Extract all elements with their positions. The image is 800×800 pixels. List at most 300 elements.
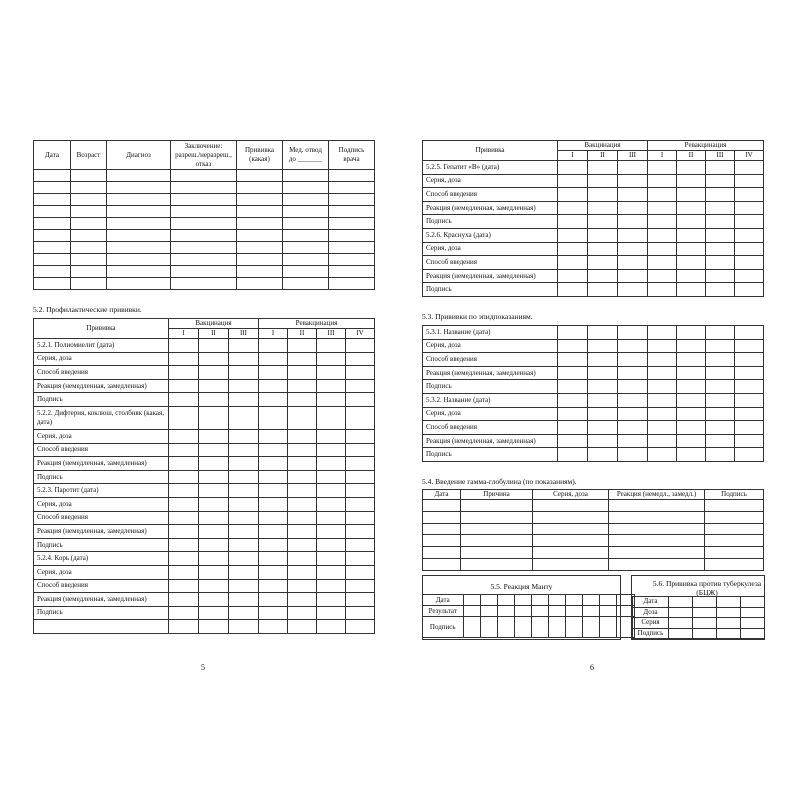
empty-cell bbox=[171, 206, 237, 218]
empty-cell bbox=[259, 406, 288, 429]
empty-cell bbox=[677, 434, 706, 448]
empty-cell bbox=[169, 620, 199, 634]
empty-cell bbox=[259, 366, 288, 380]
empty-cell bbox=[329, 266, 375, 278]
empty-cell bbox=[533, 523, 609, 535]
empty-cell bbox=[259, 393, 288, 407]
row-label: Серия, доза bbox=[423, 339, 558, 353]
table-row bbox=[34, 484, 375, 498]
table-row bbox=[423, 500, 764, 512]
empty-cell bbox=[533, 535, 609, 547]
empty-cell bbox=[618, 228, 648, 242]
table-row bbox=[423, 161, 764, 175]
vacc-numeral: II bbox=[588, 151, 618, 161]
empty-cell bbox=[480, 606, 497, 617]
row-label: Серия, доза bbox=[423, 174, 558, 188]
gamma-header-cell: Причина bbox=[461, 490, 533, 500]
page-number-right: 6 bbox=[590, 663, 594, 672]
empty-cell bbox=[288, 470, 317, 484]
empty-cell bbox=[609, 511, 705, 523]
table-row bbox=[34, 182, 375, 194]
empty-cell bbox=[329, 230, 375, 242]
table-row bbox=[34, 379, 375, 393]
empty-cell bbox=[648, 353, 677, 367]
empty-cell bbox=[423, 558, 461, 570]
table-row bbox=[423, 547, 764, 559]
empty-cell bbox=[558, 353, 588, 367]
empty-cell bbox=[169, 443, 199, 457]
empty-cell bbox=[717, 628, 741, 639]
empty-cell bbox=[461, 535, 533, 547]
row-label: 5.3.1. Название (дата) bbox=[423, 326, 558, 340]
empty-cell bbox=[706, 407, 735, 421]
empty-cell bbox=[677, 228, 706, 242]
empty-cell bbox=[288, 565, 317, 579]
empty-cell bbox=[588, 393, 618, 407]
table-row bbox=[34, 620, 375, 634]
empty-cell bbox=[705, 500, 764, 512]
empty-cell bbox=[317, 606, 346, 620]
empty-cell bbox=[582, 595, 599, 606]
empty-cell bbox=[329, 218, 375, 230]
empty-cell bbox=[514, 595, 531, 606]
gamma-header-cell: Подпись bbox=[705, 490, 764, 500]
empty-cell bbox=[558, 256, 588, 270]
bcg-row-label: Подпись bbox=[633, 628, 669, 639]
empty-cell bbox=[461, 500, 533, 512]
exam-table bbox=[33, 140, 375, 290]
table-row bbox=[423, 228, 764, 242]
empty-cell bbox=[346, 552, 375, 566]
empty-cell bbox=[283, 194, 329, 206]
empty-cell bbox=[288, 366, 317, 380]
row-label: Способ введения bbox=[34, 443, 169, 457]
empty-cell bbox=[423, 511, 461, 523]
empty-cell bbox=[588, 256, 618, 270]
table-row bbox=[423, 421, 764, 435]
table-row bbox=[34, 206, 375, 218]
empty-cell bbox=[346, 565, 375, 579]
exam-header-cell: Мед. отвод до _______ bbox=[283, 141, 329, 170]
mantoux-row-label: Подпись bbox=[423, 617, 463, 638]
empty-cell bbox=[706, 393, 735, 407]
empty-cell bbox=[199, 620, 229, 634]
empty-cell bbox=[171, 170, 237, 182]
empty-cell bbox=[169, 538, 199, 552]
empty-cell bbox=[677, 366, 706, 380]
empty-cell bbox=[705, 523, 764, 535]
row-label: 5.2.2. Дифтерия, коклюш, столбняк (какая, дата) bbox=[34, 406, 169, 429]
table-row bbox=[34, 565, 375, 579]
empty-cell bbox=[34, 194, 71, 206]
empty-cell bbox=[558, 339, 588, 353]
empty-cell bbox=[229, 579, 259, 593]
bcg-row-label: Дата bbox=[633, 597, 669, 608]
empty-cell bbox=[558, 407, 588, 421]
empty-cell bbox=[288, 538, 317, 552]
empty-cell bbox=[169, 352, 199, 366]
table-row bbox=[423, 353, 764, 367]
row-label: Реакция (немедленная, замедленная) bbox=[423, 366, 558, 380]
empty-cell bbox=[669, 618, 693, 629]
empty-cell bbox=[531, 617, 548, 638]
empty-cell bbox=[169, 497, 199, 511]
row-label: Способ введения bbox=[34, 366, 169, 380]
empty-cell bbox=[618, 188, 648, 202]
empty-cell bbox=[237, 230, 283, 242]
empty-cell bbox=[461, 558, 533, 570]
empty-cell bbox=[346, 352, 375, 366]
table-row bbox=[423, 201, 764, 215]
empty-cell bbox=[648, 269, 677, 283]
vacc-col-label: Прививка bbox=[34, 319, 169, 339]
empty-cell bbox=[317, 393, 346, 407]
row-label: 5.2.3. Паротит (дата) bbox=[34, 484, 169, 498]
revaccination-header: Ревакцинация bbox=[259, 319, 375, 329]
table-row bbox=[423, 523, 764, 535]
vaccination-header: Вакцинация bbox=[169, 319, 259, 329]
table-row bbox=[423, 326, 764, 340]
empty-cell bbox=[169, 565, 199, 579]
row-label: Серия, доза bbox=[34, 497, 169, 511]
empty-cell bbox=[717, 618, 741, 629]
empty-cell bbox=[199, 443, 229, 457]
empty-cell bbox=[283, 206, 329, 218]
revacc-numeral: II bbox=[288, 329, 317, 339]
empty-cell bbox=[423, 523, 461, 535]
empty-cell bbox=[34, 230, 71, 242]
empty-cell bbox=[741, 597, 765, 608]
table-row bbox=[34, 443, 375, 457]
empty-cell bbox=[71, 218, 107, 230]
empty-cell bbox=[677, 421, 706, 435]
table-row bbox=[34, 266, 375, 278]
empty-cell bbox=[288, 525, 317, 539]
empty-cell bbox=[229, 470, 259, 484]
vacc-numeral: I bbox=[169, 329, 199, 339]
vaccination-table-left bbox=[33, 318, 375, 634]
empty-cell bbox=[648, 339, 677, 353]
empty-cell bbox=[533, 558, 609, 570]
empty-cell bbox=[171, 194, 237, 206]
empty-cell bbox=[588, 407, 618, 421]
revacc-numeral: I bbox=[648, 151, 677, 161]
empty-cell bbox=[706, 215, 735, 229]
table-row bbox=[34, 579, 375, 593]
empty-cell bbox=[705, 547, 764, 559]
table-row bbox=[423, 174, 764, 188]
empty-cell bbox=[288, 406, 317, 429]
table-row bbox=[34, 470, 375, 484]
empty-cell bbox=[588, 174, 618, 188]
empty-cell bbox=[609, 523, 705, 535]
row-label: Серия, доза bbox=[34, 352, 169, 366]
empty-cell bbox=[648, 326, 677, 340]
table-row bbox=[34, 339, 375, 353]
empty-cell bbox=[588, 201, 618, 215]
empty-cell bbox=[558, 269, 588, 283]
empty-cell bbox=[609, 547, 705, 559]
empty-cell bbox=[618, 174, 648, 188]
empty-cell bbox=[618, 269, 648, 283]
table-row bbox=[423, 242, 764, 256]
empty-cell bbox=[288, 443, 317, 457]
empty-cell bbox=[735, 242, 764, 256]
empty-cell bbox=[648, 174, 677, 188]
gamma-header-cell: Дата bbox=[423, 490, 461, 500]
section-5-3-title: 5.3. Прививки по эпидпоказаниям. bbox=[422, 312, 533, 321]
empty-cell bbox=[618, 326, 648, 340]
bcg-title: 5.6. Прививка против туберкулеза (БЦЖ) bbox=[652, 579, 762, 597]
empty-cell bbox=[169, 406, 199, 429]
empty-cell bbox=[582, 606, 599, 617]
empty-cell bbox=[648, 421, 677, 435]
empty-cell bbox=[706, 339, 735, 353]
empty-cell bbox=[609, 558, 705, 570]
empty-cell bbox=[169, 593, 199, 607]
empty-cell bbox=[648, 228, 677, 242]
empty-cell bbox=[169, 429, 199, 443]
empty-cell bbox=[288, 593, 317, 607]
table-row bbox=[423, 407, 764, 421]
empty-cell bbox=[199, 379, 229, 393]
empty-cell bbox=[706, 380, 735, 394]
empty-cell bbox=[199, 470, 229, 484]
empty-cell bbox=[171, 182, 237, 194]
table-row bbox=[423, 339, 764, 353]
table-row bbox=[423, 595, 634, 606]
vaccination-header: Вакцинация bbox=[558, 141, 648, 151]
empty-cell bbox=[735, 283, 764, 297]
table-row bbox=[423, 558, 764, 570]
row-label: Серия, доза bbox=[423, 407, 558, 421]
mantoux-table bbox=[423, 594, 635, 638]
empty-cell bbox=[706, 326, 735, 340]
empty-cell bbox=[229, 538, 259, 552]
empty-cell bbox=[71, 242, 107, 254]
empty-cell bbox=[229, 429, 259, 443]
row-label: Серия, доза bbox=[34, 565, 169, 579]
empty-cell bbox=[706, 228, 735, 242]
empty-cell bbox=[588, 353, 618, 367]
empty-cell bbox=[329, 278, 375, 290]
empty-cell bbox=[346, 620, 375, 634]
empty-cell bbox=[229, 552, 259, 566]
empty-cell bbox=[288, 620, 317, 634]
empty-cell bbox=[735, 448, 764, 462]
empty-cell bbox=[533, 500, 609, 512]
empty-cell bbox=[588, 380, 618, 394]
empty-cell bbox=[677, 161, 706, 175]
empty-cell bbox=[558, 161, 588, 175]
empty-cell bbox=[199, 339, 229, 353]
empty-cell bbox=[588, 228, 618, 242]
table-row bbox=[34, 352, 375, 366]
table-row bbox=[633, 607, 765, 618]
empty-cell bbox=[618, 448, 648, 462]
empty-cell bbox=[558, 201, 588, 215]
bcg-box bbox=[631, 575, 765, 640]
empty-cell bbox=[588, 434, 618, 448]
row-label: Способ введения bbox=[423, 353, 558, 367]
empty-cell bbox=[237, 242, 283, 254]
empty-cell bbox=[480, 595, 497, 606]
row-label: Способ введения bbox=[423, 256, 558, 270]
empty-cell bbox=[199, 352, 229, 366]
table-row bbox=[34, 254, 375, 266]
empty-cell bbox=[735, 366, 764, 380]
empty-cell bbox=[346, 406, 375, 429]
empty-cell bbox=[169, 339, 199, 353]
empty-cell bbox=[259, 429, 288, 443]
empty-cell bbox=[229, 484, 259, 498]
table-row bbox=[423, 380, 764, 394]
empty-cell bbox=[34, 218, 71, 230]
empty-cell bbox=[677, 215, 706, 229]
empty-cell bbox=[107, 194, 171, 206]
empty-cell bbox=[706, 161, 735, 175]
empty-cell bbox=[497, 595, 514, 606]
empty-cell bbox=[346, 579, 375, 593]
empty-cell bbox=[229, 620, 259, 634]
table-row bbox=[34, 538, 375, 552]
exam-header-cell: Прививка (какая) bbox=[237, 141, 283, 170]
empty-cell bbox=[71, 182, 107, 194]
empty-cell bbox=[735, 228, 764, 242]
row-label: Реакция (немедленная, замедленная) bbox=[423, 269, 558, 283]
empty-cell bbox=[237, 278, 283, 290]
empty-cell bbox=[618, 161, 648, 175]
empty-cell bbox=[329, 242, 375, 254]
empty-cell bbox=[229, 406, 259, 429]
empty-cell bbox=[34, 242, 71, 254]
empty-cell bbox=[229, 606, 259, 620]
row-label: Подпись bbox=[423, 215, 558, 229]
empty-cell bbox=[346, 606, 375, 620]
empty-cell bbox=[599, 606, 616, 617]
revaccination-header: Ревакцинация bbox=[648, 141, 764, 151]
empty-cell bbox=[648, 380, 677, 394]
empty-cell bbox=[283, 230, 329, 242]
empty-cell bbox=[346, 443, 375, 457]
empty-cell bbox=[259, 538, 288, 552]
empty-cell bbox=[706, 448, 735, 462]
mantoux-title: 5.5. Реакция Манту bbox=[490, 582, 553, 591]
table-row bbox=[34, 278, 375, 290]
empty-cell bbox=[199, 538, 229, 552]
empty-cell bbox=[317, 484, 346, 498]
vacc-header-row bbox=[423, 141, 764, 151]
revacc-numeral: I bbox=[259, 329, 288, 339]
row-label bbox=[34, 620, 169, 634]
empty-cell bbox=[735, 421, 764, 435]
empty-cell bbox=[423, 535, 461, 547]
empty-cell bbox=[259, 443, 288, 457]
empty-cell bbox=[259, 470, 288, 484]
empty-cell bbox=[317, 352, 346, 366]
empty-cell bbox=[283, 170, 329, 182]
gamma-header-cell: Реакция (немедл., замедл.) bbox=[609, 490, 705, 500]
table-row bbox=[34, 406, 375, 429]
empty-cell bbox=[107, 278, 171, 290]
empty-cell bbox=[735, 174, 764, 188]
empty-cell bbox=[288, 497, 317, 511]
empty-cell bbox=[461, 523, 533, 535]
empty-cell bbox=[588, 188, 618, 202]
vacc-header-row bbox=[34, 319, 375, 329]
table-row bbox=[423, 366, 764, 380]
row-label: Способ введения bbox=[423, 188, 558, 202]
empty-cell bbox=[329, 194, 375, 206]
empty-cell bbox=[648, 448, 677, 462]
empty-cell bbox=[107, 254, 171, 266]
empty-cell bbox=[317, 579, 346, 593]
empty-cell bbox=[618, 434, 648, 448]
table-row bbox=[34, 606, 375, 620]
empty-cell bbox=[609, 500, 705, 512]
page-number-left: 5 bbox=[201, 663, 205, 672]
row-label: Подпись bbox=[34, 470, 169, 484]
empty-cell bbox=[346, 429, 375, 443]
empty-cell bbox=[169, 579, 199, 593]
empty-cell bbox=[229, 339, 259, 353]
empty-cell bbox=[171, 266, 237, 278]
empty-cell bbox=[705, 511, 764, 523]
empty-cell bbox=[71, 266, 107, 278]
empty-cell bbox=[558, 448, 588, 462]
empty-cell bbox=[237, 170, 283, 182]
empty-cell bbox=[329, 182, 375, 194]
empty-cell bbox=[693, 628, 717, 639]
empty-cell bbox=[677, 353, 706, 367]
row-label: 5.3.2. Название (дата) bbox=[423, 393, 558, 407]
empty-cell bbox=[329, 170, 375, 182]
empty-cell bbox=[171, 218, 237, 230]
empty-cell bbox=[648, 242, 677, 256]
empty-cell bbox=[199, 366, 229, 380]
empty-cell bbox=[199, 497, 229, 511]
empty-cell bbox=[288, 379, 317, 393]
empty-cell bbox=[259, 352, 288, 366]
empty-cell bbox=[618, 421, 648, 435]
vacc-numeral: III bbox=[229, 329, 259, 339]
row-label: Подпись bbox=[423, 380, 558, 394]
empty-cell bbox=[599, 617, 616, 638]
empty-cell bbox=[199, 525, 229, 539]
row-label: Реакция (немедленная, замедленная) bbox=[34, 379, 169, 393]
table-row bbox=[34, 393, 375, 407]
empty-cell bbox=[259, 620, 288, 634]
empty-cell bbox=[735, 188, 764, 202]
mantoux-box bbox=[422, 575, 621, 640]
row-label: Подпись bbox=[34, 606, 169, 620]
empty-cell bbox=[618, 366, 648, 380]
empty-cell bbox=[588, 283, 618, 297]
empty-cell bbox=[34, 170, 71, 182]
row-label: Подпись bbox=[34, 393, 169, 407]
empty-cell bbox=[199, 606, 229, 620]
empty-cell bbox=[346, 593, 375, 607]
empty-cell bbox=[107, 266, 171, 278]
empty-cell bbox=[229, 393, 259, 407]
empty-cell bbox=[618, 393, 648, 407]
empty-cell bbox=[706, 421, 735, 435]
empty-cell bbox=[229, 511, 259, 525]
empty-cell bbox=[648, 366, 677, 380]
empty-cell bbox=[558, 242, 588, 256]
empty-cell bbox=[317, 565, 346, 579]
empty-cell bbox=[288, 457, 317, 471]
